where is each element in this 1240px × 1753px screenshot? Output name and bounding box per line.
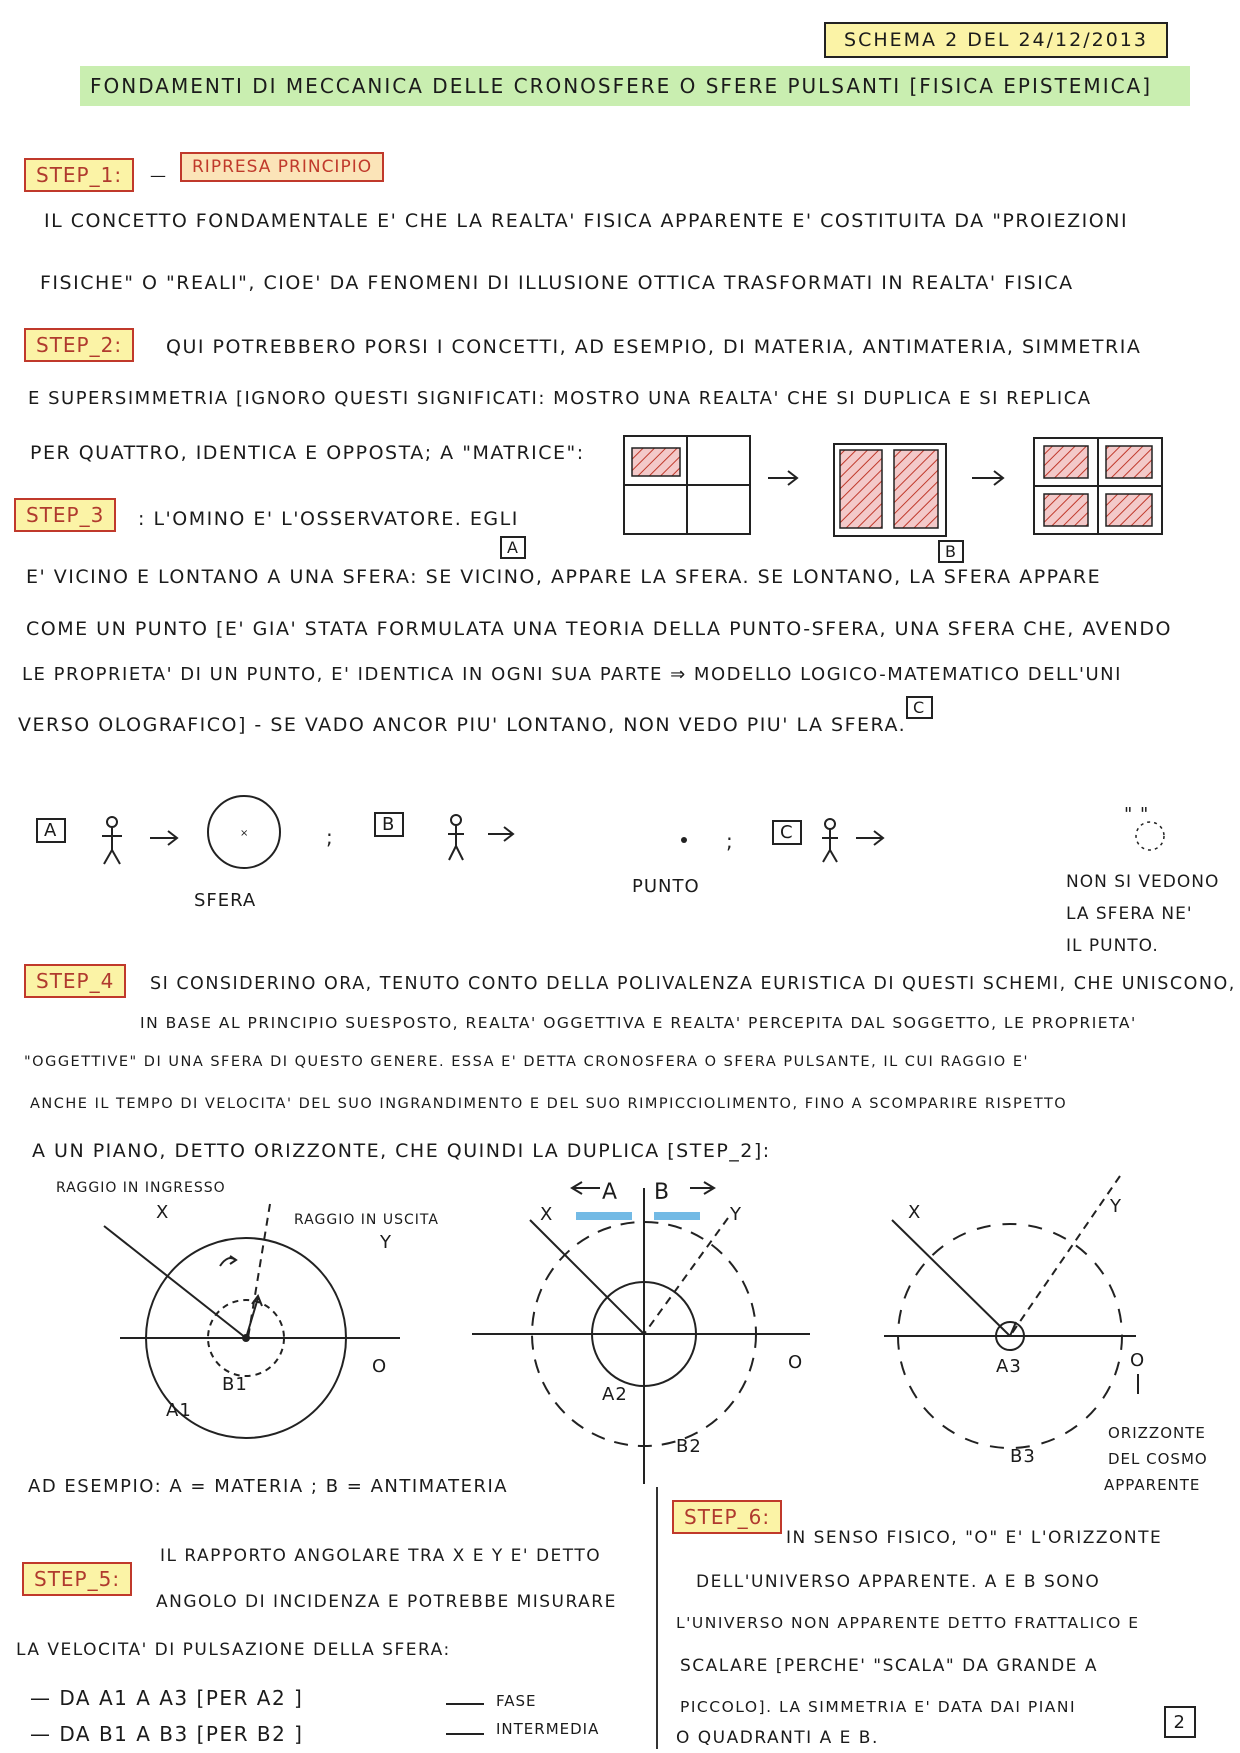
observer-figure-icon (822, 819, 838, 862)
svg-text:;: ; (726, 829, 735, 853)
blue-highlight-alpha (576, 1212, 632, 1220)
step-6-line: L'UNIVERSO NON APPARENTE DETTO FRATTALICO E (676, 1614, 1140, 1632)
arrow-right-icon (856, 831, 883, 845)
step-1-line: IL CONCETTO FONDAMENTALE E' CHE LA REALTA' FISICA APPARENTE E' COSTITUITA DA "PROIEZIONI (44, 210, 1129, 232)
step-2-label: STEP_2: (24, 328, 134, 362)
step-4-line: SI CONSIDERINO ORA, TENUTO CONTO DELLA POLIVALENZA EURISTICA DI QUESTI SCHEMI, CHE UNISCONO, (150, 974, 1236, 994)
step-6-line: IN SENSO FISICO, "O" E' L'ORIZZONTE (786, 1528, 1163, 1548)
svg-text:;: ; (326, 825, 335, 849)
observer-figure-icon (448, 815, 464, 860)
mark-b-box: B (938, 540, 964, 563)
step-3-line: LE PROPRIETA' DI UN PUNTO, E' IDENTICA IN OGNI SUA PARTE ⇒ MODELLO LOGICO-MATEMATICO DELL'UNI (22, 664, 1122, 685)
step-4-line: "OGGETTIVE" DI UNA SFERA DI QUESTO GENERE. ESSA E' DETTA CRONOSFERA O SFERA PULSANTE, IL CUI RAGGIO E' (24, 1054, 1029, 1070)
step-5-label: STEP_5: (22, 1562, 132, 1596)
invisible-sphere (1136, 822, 1164, 850)
step-4-line: ANCHE IL TEMPO DI VELOCITA' DEL SUO INGRANDIMENTO E DEL SUO RIMPICCIOLIMENTO, FINO A SCOMPARIRE RISPETTO (30, 1096, 1068, 1112)
step-6-line: SCALARE [PERCHE' "SCALA" DA GRANDE A (680, 1656, 1098, 1676)
arrow-right-icon (488, 827, 513, 841)
step-1-line: FISICHE" O "REALI", CIOE' DA FENOMENI DI ILLUSIONE OTTICA TRASFORMATI IN REALTA' FISICA (40, 272, 1074, 294)
step-4-line: IN BASE AL PRINCIPIO SUESPOSTO, REALTA' OGGETTIVA E REALTA' PERCEPITA DAL SOGGETTO, LE PROPRIETA' (140, 1014, 1137, 1032)
a1-label: A1 (166, 1400, 192, 1421)
handwritten-page: SCHEMA 2 DEL 24/12/2013 FONDAMENTI DI MECCANICA DELLE CRONOSFERE O SFERE PULSANTI [FISICA EPISTEMICA] STEP_1: — RIPRESA PRINCIPIO IL CONCETTO FONDAMENTALE E' CHE LA REALTA' FISICA APPARENTE E' COSTITUITA DA "PROIEZIONI FISICHE" O "REALI", CIOE' DA FENOMENI DI ILLUSIONE OTTICA TRASFORMATI IN REALTA' FISICA STEP_2: QUI POTREBBERO PORSI I CONCETTI, AD ESEMPIO, DI MATERIA, ANTIMATERIA, SIMMETRIA E SUPERSIMMETRIA [IGNORO QUESTI SIGNIFICATI: MOSTRO UNA REALTA' CHE SI DUPLICA E SI REPLICA PER QUATTRO, IDENTICA E OPPOSTA; A "MATRICE": STEP_3 : L'OMINO E' L'OSSERVATORE. EGLI E' VICINO E LONTANO A UNA SFERA: SE VICINO, APPARE LA SFERA. SE LONTANO, LA SFERA APPARE COME UN PUNTO [E' GIA' STATA FORMULATA UNA TEORIA DELLA PUNTO-SFERA, UNA SFERA CHE, AVENDO LE PROPRIETA' DI UN PUNTO, E' IDENTICA IN OGNI SUA PARTE ⇒ MODELLO LOGICO-MATEMATICO DELL'UNI VERSO OLOGRAFICO] - SE VADO ANCOR PIU' LONTANO, NON VEDO PIU' LA SFERA. A B C A B C × ; ; " " SFERA PUNTO NON SI VEDONO LA SFERA NE' IL PUNTO. STEP_4 SI CONSIDERINO ORA, TENUTO CONTO DELLA POLIVALENZA EURISTICA DI QUESTI SCHEMI, CHE UNISCONO, IN BASE AL PRINCIPIO SUESPOSTO, REALTA' OGGETTIVA E REALTA' PERCEPITA DAL SOGGETTO, LE PROPRIETA' "OGGETTIVE" DI UNA SFERA DI QUESTO GENERE. ESSA E' DETTA CRONOSFERA O SFERA PULSANTE, IL CUI RAGGIO E' ANCHE IL TEMPO DI VELOCITA' DEL SUO INGRANDIMENTO E DEL SUO RIMPICCIOLIMENTO, FINO A SCOMPARIRE RISPETTO A UN PIANO, DETTO ORIZZONTE, CHE QUINDI LA DUPLICA [STEP_2]: RAGGIO IN INGRESSO X RAGGIO IN USCITA Y O B1 A1 X Α Β Y O A2 B2 X Y O A3 B3 ORIZZONTE DEL COSMO APPARENTE AD ESEMPIO: A = MATERIA ; B = ANTIMATERIA STEP_5: IL RAPPORTO ANGOLARE TRA X E Y E' DETTO ANGOLO DI INCIDENZA E POTREBBE MISURARE LA VELOCITA' DI PULSAZIONE DELLA SFERA: — DA A1 A A3 [PER A2 ] — DA B1 A B3 [PER B2 ] FASE INTERMEDIA STEP_6: IN SENSO FISICO, "O" E' L'ORIZZONTE DELL'UNIVERSO APPARENTE. A E B SONO L'UNIVERSO NON APPARENTE DETTO FRATTALICO E SCALARE [PERCHE' "SCALA" DA GRANDE A PICCOLO]. LA SIMMETRIA E' DATA DAI PIANI O QUADRANTI Α E Β. 2 (0, 0, 1240, 1753)
step-2-line: PER QUATTRO, IDENTICA E OPPOSTA; A "MATRICE": (30, 442, 585, 464)
step-2-line: QUI POTREBBERO PORSI I CONCETTI, AD ESEMPIO, DI MATERIA, ANTIMATERIA, SIMMETRIA (166, 336, 1142, 358)
sphere-diagram-3 (884, 1176, 1138, 1448)
arrow-right-icon (150, 831, 177, 845)
orizzonte-label: ORIZZONTE (1108, 1424, 1206, 1442)
x-label: X (908, 1202, 922, 1223)
b3-label: B3 (1010, 1446, 1036, 1467)
step-1-label: STEP_1: (24, 158, 134, 192)
step-6-line: PICCOLO]. LA SIMMETRIA E' DATA DAI PIANI (680, 1698, 1077, 1716)
orizzonte-label: APPARENTE (1104, 1476, 1201, 1494)
punto-label: PUNTO (632, 876, 700, 897)
svg-text:×: × (240, 828, 250, 839)
step-3-line: E' VICINO E LONTANO A UNA SFERA: SE VICINO, APPARE LA SFERA. SE LONTANO, LA SFERA APPARE (26, 566, 1102, 588)
o-label: O (1130, 1350, 1146, 1371)
case-c-box: C (772, 820, 802, 845)
b2-label: B2 (676, 1436, 702, 1457)
sphere-diagram-2 (472, 1182, 810, 1484)
step-4-line: A UN PIANO, DETTO ORIZZONTE, CHE QUINDI LA DUPLICA [STEP_2]: (32, 1140, 771, 1162)
fase-bracket (444, 1698, 488, 1742)
y-label: Y (380, 1232, 392, 1253)
b1-label: B1 (222, 1374, 248, 1395)
non-si-vedono-label: IL PUNTO. (1066, 936, 1159, 956)
step-3-label: STEP_3 (14, 498, 116, 532)
fase-label: FASE (496, 1692, 537, 1710)
sfera-label: SFERA (194, 890, 257, 911)
column-divider (656, 1487, 658, 1749)
fase-label: INTERMEDIA (496, 1720, 600, 1738)
case-a-box: A (36, 818, 66, 843)
arrow-right-icon (972, 471, 1003, 485)
step-6-line: DELL'UNIVERSO APPARENTE. A E B SONO (696, 1572, 1101, 1592)
step-6-line: O QUADRANTI Α E Β. (676, 1728, 879, 1748)
step-3-line: VERSO OLOGRAFICO] - SE VADO ANCOR PIU' LONTANO, NON VEDO PIU' LA SFERA. (18, 714, 907, 736)
raggio-uscita-label: RAGGIO IN USCITA (294, 1212, 439, 1228)
matrix-duplication-diagram (610, 424, 1200, 542)
step-5-line: IL RAPPORTO ANGOLARE TRA X E Y E' DETTO (160, 1546, 602, 1566)
y-label: Y (730, 1204, 742, 1225)
quote-marks: " " (1124, 804, 1150, 825)
o-label: O (788, 1352, 804, 1373)
matrix-quadrants-1 (624, 436, 750, 534)
step-5-line: — DA A1 A A3 [PER A2 ] (30, 1686, 304, 1710)
example-line: AD ESEMPIO: A = MATERIA ; B = ANTIMATERIA (28, 1476, 509, 1497)
a2-label: A2 (602, 1384, 628, 1405)
observer-distance-diagram (0, 790, 1240, 910)
matrix-quadrants-2 (834, 444, 946, 536)
step-5-line: — DA B1 A B3 [PER B2 ] (30, 1722, 304, 1746)
step-6-label: STEP_6: (672, 1500, 782, 1534)
step-5-line: LA VELOCITA' DI PULSAZIONE DELLA SFERA: (16, 1640, 451, 1660)
orizzonte-label: DEL COSMO (1108, 1450, 1208, 1468)
x-label: X (156, 1202, 170, 1223)
mark-a-box: A (500, 536, 526, 559)
raggio-ingresso-label: RAGGIO IN INGRESSO (56, 1180, 226, 1196)
step-3-line: COME UN PUNTO [E' GIA' STATA FORMULATA UNA TEORIA DELLA PUNTO-SFERA, UNA SFERA CHE, AVENDO (26, 618, 1172, 640)
arrow-right-icon (768, 471, 797, 485)
x-label: X (540, 1204, 554, 1225)
beta-label: Β (654, 1180, 671, 1205)
alpha-label: Α (602, 1180, 619, 1205)
mark-c-box: C (906, 696, 933, 719)
step-5-line: ANGOLO DI INCIDENZA E POTREBBE MISURARE (156, 1592, 617, 1612)
case-b-box: B (374, 812, 404, 837)
matrix-quadrants-3 (1034, 438, 1162, 534)
pulsing-sphere-diagrams (0, 1170, 1240, 1490)
observer-figure-icon (102, 817, 122, 864)
schema-date-box: SCHEMA 2 DEL 24/12/2013 (824, 22, 1168, 58)
o-label: O (372, 1356, 388, 1377)
page-title: FONDAMENTI DI MECCANICA DELLE CRONOSFERE O SFERE PULSANTI [FISICA EPISTEMICA] (80, 66, 1190, 106)
sphere-diagram-1 (104, 1204, 400, 1438)
non-si-vedono-label: NON SI VEDONO (1066, 872, 1220, 892)
ripresa-principio-tag: RIPRESA PRINCIPIO (180, 152, 384, 182)
step-4-label: STEP_4 (24, 964, 126, 998)
blue-highlight-beta (654, 1212, 700, 1220)
non-si-vedono-label: LA SFERA NE' (1066, 904, 1193, 924)
step-2-line: E SUPERSIMMETRIA [IGNORO QUESTI SIGNIFICATI: MOSTRO UNA REALTA' CHE SI DUPLICA E SI REPLICA (28, 388, 1092, 409)
y-label: Y (1110, 1196, 1122, 1217)
page-number: 2 (1164, 1706, 1196, 1738)
point-dot (681, 837, 687, 843)
step-3-line: : L'OMINO E' L'OSSERVATORE. EGLI (138, 508, 519, 530)
a3-label: A3 (996, 1356, 1022, 1377)
